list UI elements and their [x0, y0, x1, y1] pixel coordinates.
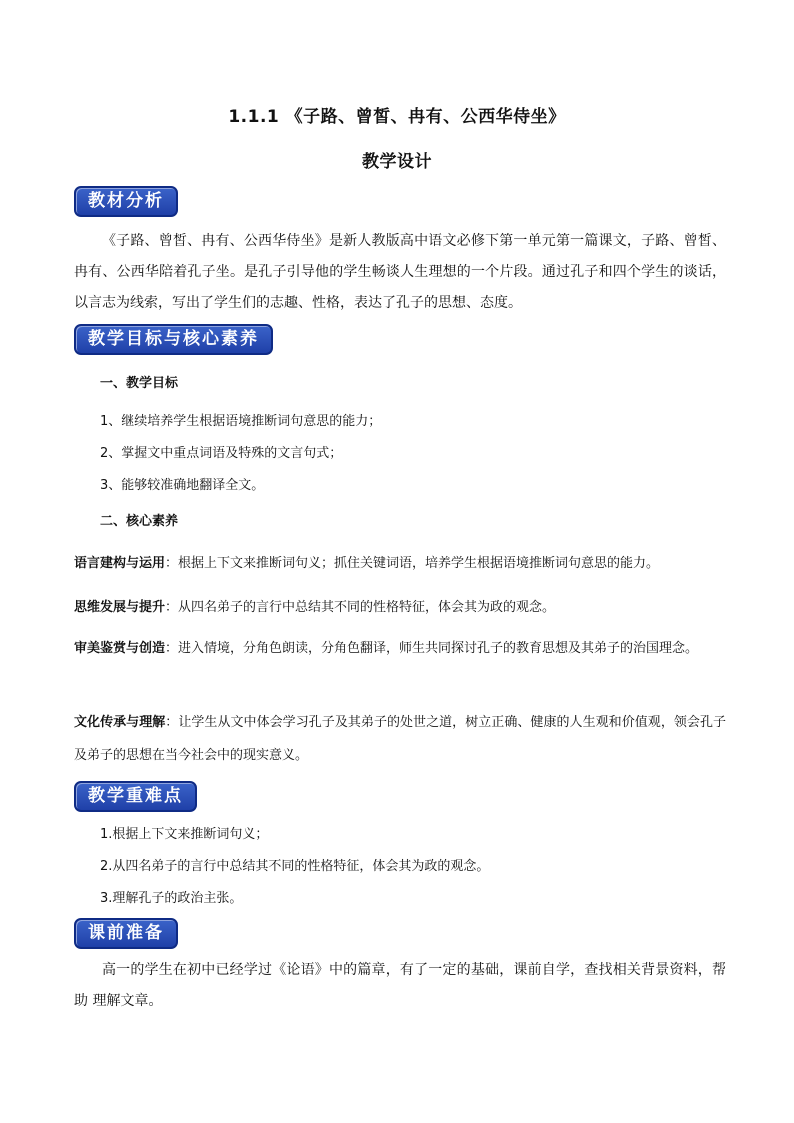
section-label-goals: 教学目标与核心素养: [74, 324, 273, 355]
core-text: ：进入情境，分角色朗读，分角色翻译，师生共同探讨孔子的教育思想及其弟子的治国理念。: [165, 641, 699, 656]
core-text: ：从四名弟子的言行中总结其不同的性格特征，体会其为政的观念。: [165, 600, 556, 615]
section-label-difficulty: 教学重难点: [74, 781, 197, 812]
difficulty-item: 3.理解孔子的政治主张。: [100, 891, 243, 906]
goal-item: 2、掌握文中重点词语及特殊的文言句式；: [100, 446, 343, 461]
core-term: 语言建构与运用: [74, 556, 166, 571]
document-subtitle: 教学设计: [362, 152, 432, 172]
goals-subheading-1: 一、教学目标: [100, 376, 179, 391]
difficulty-item: 1.根据上下文来推断词句义；: [100, 827, 269, 842]
core-item-thinking: [74, 596, 734, 615]
core-text: ：让学生从文中体会学习孔子及其弟子的处世之道，树立正确、健康的人生观和价值观，领会孔子及弟子的思想在当今社会中的现实意义。: [74, 715, 726, 763]
section-label-analysis: 教材分析: [74, 186, 178, 217]
core-item-language: [74, 552, 734, 571]
goals-subheading-2: 二、核心素养: [100, 514, 179, 529]
difficulty-item: 2.从四名弟子的言行中总结其不同的性格特征，体会其为政的观念。: [100, 859, 490, 874]
prep-paragraph: 高一的学生在初中已经学过《论语》中的篇章，有了一定的基础，课前自学，查找相关背景资料，帮助 理解文章。: [74, 962, 726, 1009]
core-text: ：根据上下文来推断词句义；抓住关键词语，培养学生根据语境推断词句意思的能力。: [165, 556, 660, 571]
goal-item: 3、能够较准确地翻译全文。: [100, 478, 265, 493]
core-term: 文化传承与理解: [74, 715, 166, 730]
document-title: 1.1.1 《子路、曾皙、冉有、公西华侍坐》: [228, 107, 566, 127]
goal-item: 1、继续培养学生根据语境推断词句意思的能力；: [100, 414, 382, 429]
analysis-paragraph: 《子路、曾皙、冉有、公西华侍坐》是新人教版高中语文必修下第一单元第一篇课文，子路、曾皙、冉有、公西华陪着孔子坐。是孔子引导他的学生畅谈人生理想的一个片段。通过孔子和四个学生的谈话，以言志为线索，写出了学生们的志趣、性格，表达了孔子的思想、态度。: [74, 233, 726, 311]
core-item-culture: [74, 706, 726, 772]
section-label-prep: 课前准备: [74, 918, 178, 949]
core-term: 审美鉴赏与创造: [74, 641, 166, 656]
core-item-aesthetic: [74, 632, 726, 665]
core-term: 思维发展与提升: [74, 600, 166, 615]
